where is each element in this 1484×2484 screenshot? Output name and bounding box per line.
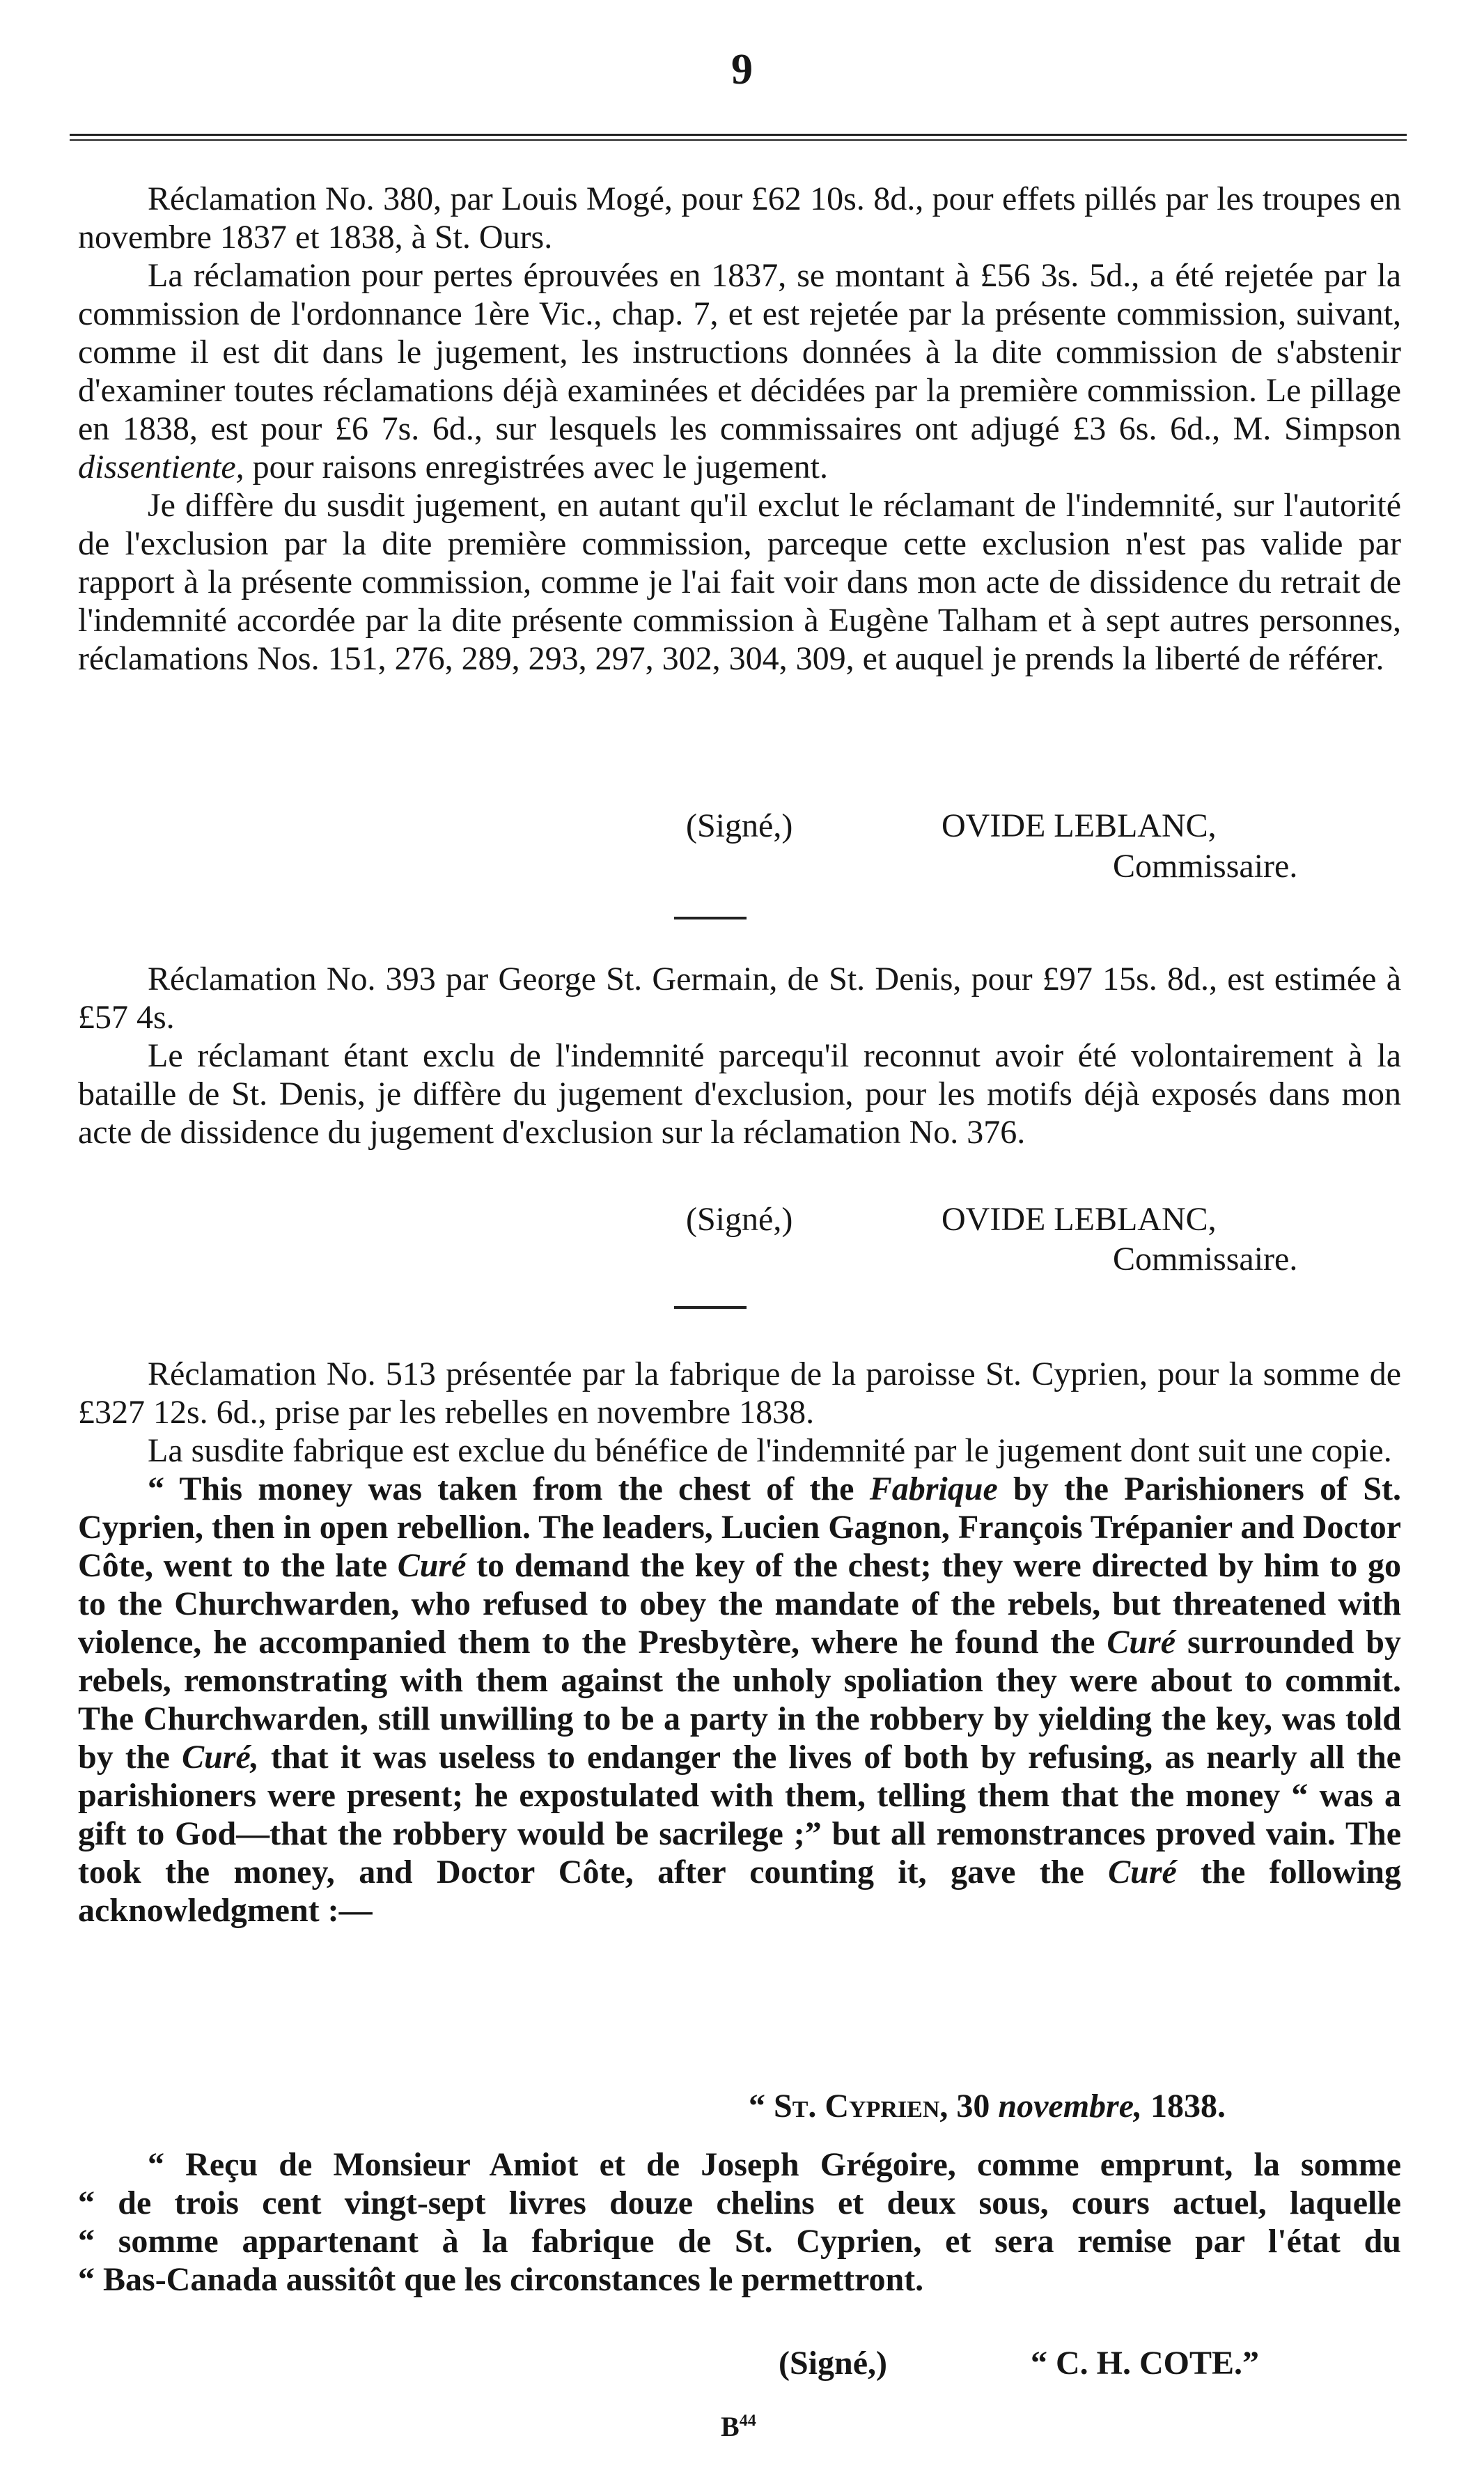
signer-name: OVIDE LEBLANC, bbox=[942, 807, 1217, 844]
claim-380-body-text: La réclamation pour pertes éprouvées en 1837, se montant à £56 3s. 5d., a été rejetée par la commission de l'ordonnance 1ère Vic., chap. 7, et est rejetée par la présente commission, suivant, comme il est dit dans le jugement, les instructions données à la dite commission de s'abstenir d'examiner toutes réclamations déjà examinées et décidées par la première commission. Le pillage en 1838, est pour £6 7s. 6d., sur lesquels les commissaires ont adjugé £3 6s. 6d., M. Simpson bbox=[78, 257, 1401, 447]
receipt-text bbox=[78, 2145, 1401, 2299]
signed-label: (Signé,) bbox=[686, 1201, 793, 1238]
signed-label: (Signé,) bbox=[779, 2345, 887, 2382]
signer-name: OVIDE LEBLANC, bbox=[942, 1201, 1217, 1238]
receipt-line: “ Reçu de Monsieur Amiot et de Joseph Grégoire, comme emprunt, la somme bbox=[148, 2146, 1401, 2183]
english-judgment-quote: “ This money was taken from the chest of the Fabrique by the Parishioners of St. Cyprien, then in open rebellion. The leaders, Lucien Gagnon, François Trépanier and Doctor Côte, went to the late Curé to demand the key of the chest; they were directed by him to go to the Churchwarden, who refused to obey the mandate of the rebels, but threatened with violence, he accompanied them to the Presbytère, where he found the Curé surrounded by rebels, remonstrating with them against the unholy spoliation they were about to commit. The Churchwarden, still unwilling to be a party in the robbery by yielding the key, was told by the Curé, that it was useless to endanger the lives of both by refusing, as nearly all the parishioners were present; he expostulated with them, telling them that the money “ was a gift to God—that the robbery would be sacrilege ;” but all remonstrances proved vain. The took the money, and Doctor Côte, after counting it, gave the Curé the following acknowledgment :— bbox=[78, 1470, 1402, 1929]
header-rule bbox=[70, 134, 1407, 141]
signer-name: “ C. H. COTE.” bbox=[1031, 2345, 1260, 2382]
signature-mark: $B^{44}$ bbox=[721, 2411, 756, 2442]
claim-380-heading: Réclamation No. 380, par Louis Mogé, pour £62 10s. 8d., pour effets pillés par les troupes en novembre 1837 et 1838, à St. Ours. bbox=[78, 180, 1401, 256]
receipt-dateline: “ St. Cyprien, 30 novembre, 1838. bbox=[749, 2088, 1226, 2125]
claim-380-section bbox=[78, 180, 1401, 678]
claim-393-body: Le réclamant étant exclu de l'indemnité parcequ'il reconnut avoir été volontairement à la bataille de St. Denis, je diffère du jugement d'exclusion, pour les motifs déjà exposés dans mon acte de dissidence du jugement d'exclusion sur la réclamation No. 376. bbox=[78, 1037, 1401, 1151]
receipt-line: “ Bas-Canada aussitôt que les circonstances le permettront. bbox=[78, 2261, 924, 2298]
receipt-line: “ de trois cent vingt-sept livres douze chelins et deux sous, cours actuel, laquelle bbox=[78, 2184, 1401, 2221]
commissaire-label: Commissaire. bbox=[1113, 1241, 1298, 1278]
claim-393-section bbox=[78, 960, 1401, 1151]
section-separator bbox=[674, 1306, 747, 1309]
claim-513-heading: Réclamation No. 513 présentée par la fabrique de la paroisse St. Cyprien, pour la somme de £327 12s. 6d., prise par les rebelles en novembre 1838. bbox=[78, 1356, 1401, 1431]
commissaire-label: Commissaire. bbox=[1113, 848, 1298, 885]
section-separator bbox=[674, 917, 747, 919]
claim-380-body-tail: pour raisons enregistrées avec le jugement. bbox=[252, 449, 828, 486]
claim-380-body bbox=[78, 256, 1401, 486]
receipt-line: “ somme appartenant à la fabrique de St. Cyprien, et sera remise par l'état du bbox=[78, 2223, 1401, 2260]
page-number: 9 bbox=[731, 46, 753, 93]
receipt-signature bbox=[0, 2344, 1484, 2383]
claim-380-dissent: Je diffère du susdit jugement, en autant qu'il exclut le réclamant de l'indemnité, sur l'autorité de l'exclusion par la dite première commission, parceque cette exclusion n'est pas valide par rapport à la présente commission, comme je l'ai fait voir dans mon acte de dissidence du retrait de l'indemnité accordée par la dite présente commission à Eugène Talham et à sept autres personnes, réclamations Nos. 151, 276, 289, 293, 297, 302, 304, 309, et auquel je prends la liberté de référer. bbox=[78, 487, 1401, 677]
signed-label: (Signé,) bbox=[686, 807, 793, 844]
dissentiente-word: dissentiente, bbox=[78, 449, 244, 486]
claim-393-heading: Réclamation No. 393 par George St. Germain, de St. Denis, pour £97 15s. 8d., est estimée à £57 4s. bbox=[78, 961, 1401, 1036]
claim-380-signature bbox=[0, 807, 1484, 846]
claim-513-judgment-intro: La susdite fabrique est exclue du bénéfice de l'indemnité par le jugement dont suit une copie. bbox=[148, 1432, 1392, 1469]
claim-393-signature bbox=[0, 1200, 1484, 1239]
claim-513-section bbox=[78, 1355, 1401, 1930]
